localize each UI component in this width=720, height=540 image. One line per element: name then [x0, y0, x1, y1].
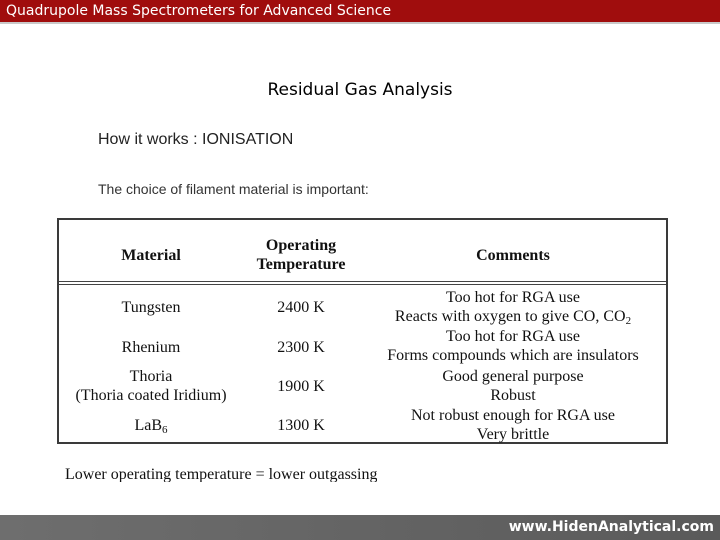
- row2-comment2: Forms compounds which are insulators: [387, 347, 639, 364]
- row3-material-line2: (Thoria coated Iridium): [75, 387, 227, 404]
- footnote: Lower operating temperature = lower outgassing: [65, 466, 378, 482]
- row1-comment1: Too hot for RGA use: [446, 289, 580, 306]
- slide-subtitle: How it works : IONISATION: [98, 131, 294, 148]
- header-comments: Comments: [476, 247, 550, 264]
- header-title: Quadrupole Mass Spectrometers for Advanced Science: [6, 3, 392, 19]
- row4-comment1: Not robust enough for RGA use: [411, 407, 615, 424]
- header-temperature-line2: Temperature: [256, 256, 346, 273]
- row2-material: Rhenium: [121, 339, 181, 356]
- header-temperature-line1: Operating: [265, 237, 337, 254]
- row3-comment1: Good general purpose: [442, 368, 584, 385]
- row1-comment2-text: Reacts with oxygen to give CO, CO: [394, 308, 626, 325]
- row2-comment1: Too hot for RGA use: [446, 328, 580, 345]
- row1-comment2-subscript: 2: [625, 315, 632, 327]
- header-bar: [0, 0, 720, 22]
- header-rule-2: [59, 284, 666, 285]
- header-divider: [0, 22, 720, 24]
- row3-comment2: Robust: [490, 387, 536, 404]
- row4-material-text: LaB: [134, 417, 163, 434]
- header-material: Material: [121, 247, 181, 264]
- row3-material-line1: Thoria: [129, 368, 173, 385]
- filament-table: [57, 218, 668, 444]
- row2-temperature: 2300 K: [277, 339, 325, 356]
- row4-temperature: 1300 K: [277, 417, 325, 434]
- header-rule-1: [59, 281, 666, 282]
- footer-bar: [0, 515, 720, 540]
- row4-material: [89, 416, 213, 440]
- row3-temperature: 1900 K: [277, 378, 325, 395]
- intro-text: The choice of filament material is important:: [98, 181, 369, 197]
- row1-temperature: 2400 K: [277, 299, 325, 316]
- row4-material-subscript: 6: [162, 424, 168, 436]
- footer-url[interactable]: www.HidenAnalytical.com: [508, 519, 714, 535]
- row1-material: Tungsten: [121, 299, 181, 316]
- slide-title: Residual Gas Analysis: [267, 80, 453, 100]
- row4-comment2: Very brittle: [476, 426, 550, 443]
